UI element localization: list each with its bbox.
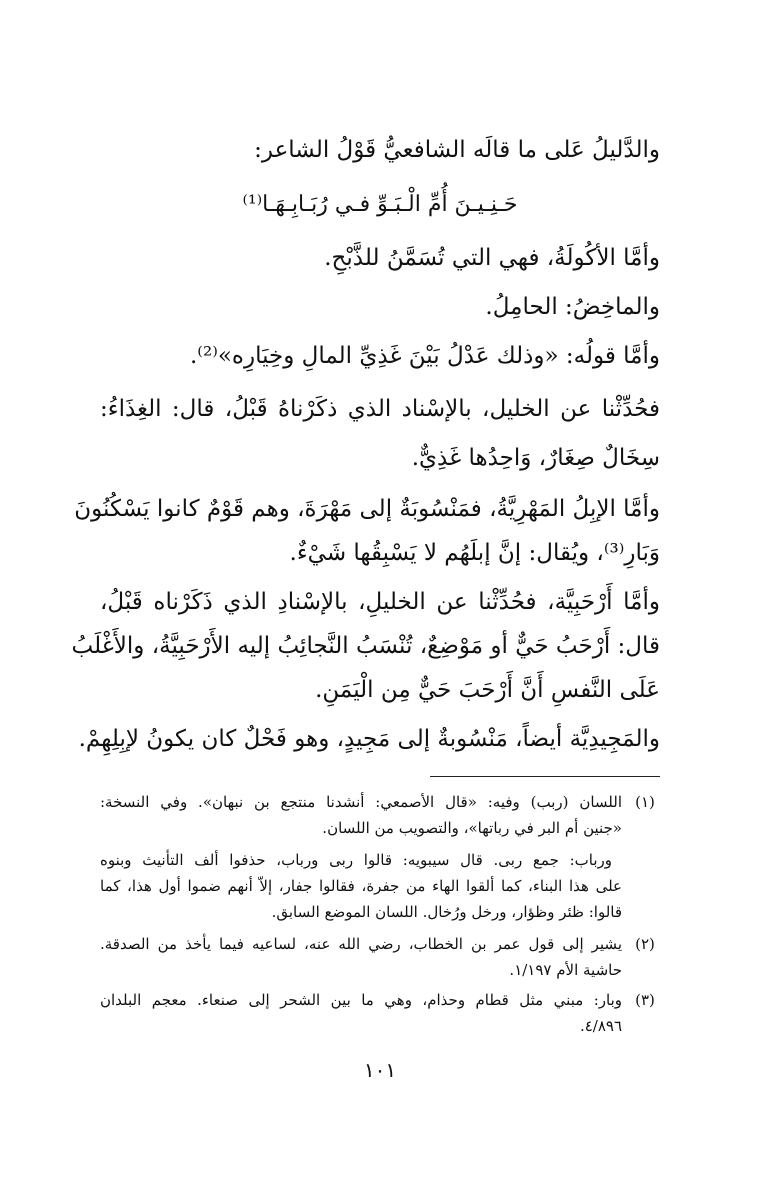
footnote-number: (١)	[635, 793, 655, 811]
text-line: وأمَّا قولُه: «وذلك عَدْلُ بَيْنَ غَذِيِّ المالِ وخِيَارِه»⁽²⁾.	[189, 343, 660, 369]
text-line: وأمَّا الأكُولَةُ، فهي التي تُسَمَّنُ للذَّبْحِ.	[324, 245, 660, 271]
footnote-separator	[430, 776, 660, 777]
text-line: فحُدِّثْنا عن الخليل، بالإسْناد الذي ذكَرْناهُ قَبْلُ، قال: الغِذَاءُ:	[100, 396, 660, 422]
footnote-line: يشير إلى قول عمر بن الخطاب، رضي الله عنه، لساعيه فيما يأخذ من الصدقة.	[100, 935, 622, 953]
text-line: قال: أَرْحَبُ حَيٌّ أو مَوْضِعٌ، تُنْسَبُ النَّجائِبُ إليه الأَرْحَبِيَّةُ، والأَغْلَبُ	[71, 633, 660, 659]
text-line: عَلَى النَّفسِ أَنَّ أَرْحَبَ حَيٌّ مِن الْيَمَنِ.	[315, 677, 660, 703]
footnote-line: قالوا: ظئر وظؤار، ورخل ورُخال. اللسان الموضع السابق.	[271, 903, 622, 921]
text-line: والماخِضُ: الحامِلُ.	[485, 294, 660, 320]
text-line: سِخَالٌ صِغَارٌ، وَاحِدُها غَذِيٌّ.	[411, 445, 660, 471]
footnote-line: ٤/٨٩٦.	[579, 1017, 622, 1035]
footnote-line: حاشية الأم ١/١٩٧.	[509, 961, 622, 979]
text-line: وَبَارِ⁽³⁾، ويُقال: إنَّ إبلَهُم لا يَسْبِقُها شَيْءٌ.	[289, 540, 660, 566]
text-line: والمَجِيدِيَّة أيضاً، مَنْسُوبةٌ إلى مَجِيدٍ، وهو فَحْلٌ كان يكونُ لإبِلِهِمْ.	[78, 726, 660, 752]
footnote-line: «جنين أم البر في رباتها»، والتصويب من اللسان.	[322, 819, 622, 837]
text-line: والدَّليلُ عَلى ما قالَه الشافعيُّ قَوْلُ الشاعر:	[254, 137, 660, 163]
footnote-line: ورباب: جمع ربى. قال سيبويه: قالوا ربى ورباب، حذفوا ألف التأنيث وبنوه	[100, 851, 612, 869]
text-line: وأمَّا أَرْحَبِيَّة، فحُدِّثْنا عن الخليلِ، بالإسْنادِ الذي ذَكَرْناه قَبْلُ،	[100, 589, 660, 615]
footnote-line: اللسان (ربب) وفيه: «قال الأصمعي: أنشدنا منتجع بن نبهان». وفي النسخة:	[100, 793, 622, 811]
text-line: وأمَّا الإبِلُ المَهْرِيَّةُ، فمَنْسُوبَةٌ إلى مَهْرَةَ، وهم قَوْمٌ كانوا يَسْكُنُونَ	[74, 496, 660, 522]
page-number: ١٠١	[363, 1058, 397, 1082]
poetry-verse: حَـنِـيـنَ أُمِّ الْـبَـوِّ فـي رُبَـابِـهَـا⁽¹⁾	[242, 192, 518, 217]
footnote-number: (٢)	[635, 935, 655, 953]
footnote-line: على هذا البناء، كما ألقوا الهاء من جفرة، فقالوا جفار، إلاّ أنهم ضموا أول هذا، كما	[100, 877, 622, 895]
footnote-number: (٣)	[635, 991, 655, 1009]
footnote-line: وبار: مبني مثل قطام وحذام، وهي ما بين الشحر إلى صنعاء. معجم البلدان	[100, 991, 622, 1009]
